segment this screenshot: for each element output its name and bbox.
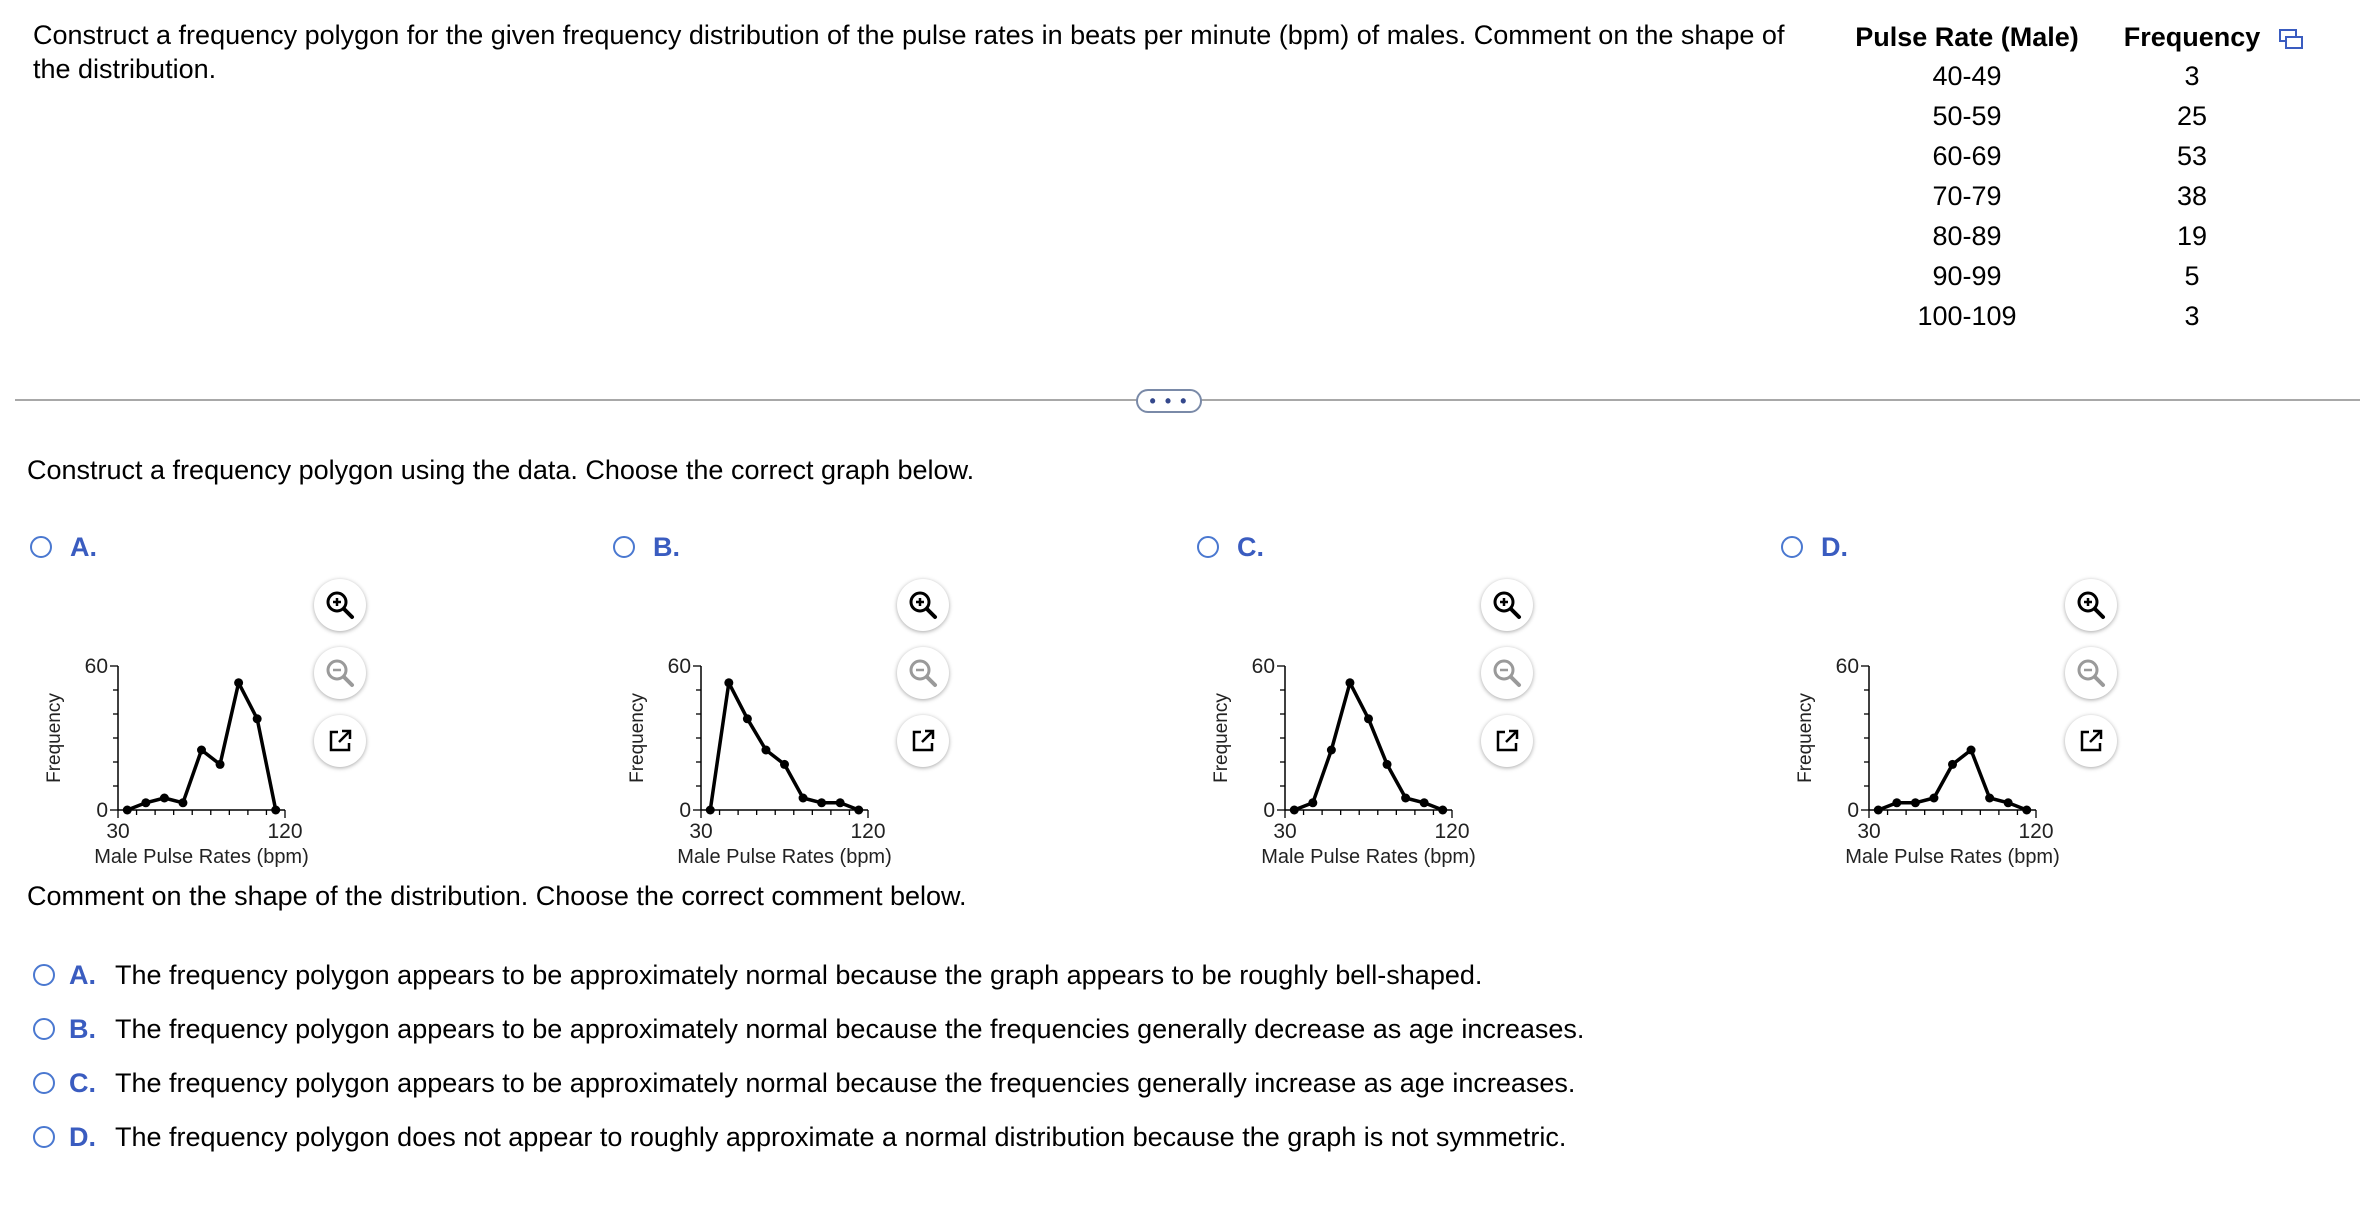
x-tick-label: 30	[1857, 820, 1881, 843]
data-point	[253, 714, 262, 723]
data-point	[1948, 760, 1957, 769]
external-link-icon	[2076, 726, 2106, 756]
zoom-in-button[interactable]	[1481, 579, 1533, 631]
data-point	[160, 794, 169, 803]
zoom-in-button[interactable]	[2065, 579, 2117, 631]
zoom-in-icon	[1490, 588, 1524, 622]
data-point	[1290, 806, 1299, 815]
cell-range: 40-49	[1932, 60, 2002, 91]
comment-letter-c: C.	[69, 1067, 96, 1098]
cell-frequency: 53	[2176, 140, 2208, 171]
table-row	[1830, 176, 2280, 216]
zoom-out-icon	[323, 656, 357, 690]
option-letter-c: C.	[1237, 532, 1264, 562]
y-tick-label: 0	[679, 799, 691, 822]
data-point	[780, 760, 789, 769]
col-header-frequency: Frequency	[2123, 21, 2261, 52]
radio-option-a[interactable]	[30, 536, 52, 558]
cell-frequency: 38	[2176, 180, 2208, 211]
data-point	[271, 806, 280, 815]
table-row	[1830, 256, 2280, 296]
zoom-out-button[interactable]	[314, 647, 366, 699]
data-point	[1892, 798, 1901, 807]
x-axis-label: Male Pulse Rates (bpm)	[1261, 846, 1476, 868]
data-point	[1308, 798, 1317, 807]
radio-comment-b[interactable]	[33, 1018, 55, 1040]
zoom-in-button[interactable]	[897, 579, 949, 631]
radio-comment-c[interactable]	[33, 1072, 55, 1094]
comment-letter-d: D.	[69, 1121, 96, 1152]
data-point	[1364, 714, 1373, 723]
comment-option-b[interactable]	[33, 1009, 1584, 1049]
frequency-polygon-chart-c	[1197, 586, 1497, 886]
radio-comment-d[interactable]	[33, 1126, 55, 1148]
x-axis-label: Male Pulse Rates (bpm)	[94, 846, 309, 868]
graph-option-d[interactable]	[1781, 532, 2360, 896]
zoom-out-icon	[1490, 656, 1524, 690]
y-axis-label: Frequency	[627, 693, 648, 783]
data-point	[1911, 798, 1920, 807]
comment-letter-a: A.	[69, 959, 96, 990]
zoom-out-button[interactable]	[897, 647, 949, 699]
comment-letter-b: B.	[69, 1013, 96, 1044]
graph-option-c[interactable]	[1197, 532, 1777, 896]
polygon-line	[710, 683, 858, 810]
table-row	[1830, 56, 2280, 96]
comment-option-d[interactable]	[33, 1117, 1584, 1157]
data-point	[817, 798, 826, 807]
option-letter-d: D.	[1821, 532, 1848, 562]
x-tick-label: 120	[2018, 820, 2054, 843]
data-point	[197, 746, 206, 755]
data-point	[799, 794, 808, 803]
data-point	[724, 678, 733, 687]
y-tick-label: 0	[1847, 799, 1859, 822]
zoom-in-icon	[906, 588, 940, 622]
comment-options	[33, 955, 1584, 1157]
zoom-in-button[interactable]	[314, 579, 366, 631]
y-tick-label: 60	[667, 655, 691, 678]
open-new-window-button[interactable]	[314, 715, 366, 767]
data-point	[743, 714, 752, 723]
data-point	[1874, 806, 1883, 815]
data-point	[761, 746, 770, 755]
frequency-polygon-chart-d	[1781, 586, 2081, 886]
open-new-window-button[interactable]	[1481, 715, 1533, 767]
table-row	[1830, 136, 2280, 176]
frequency-table	[1830, 18, 2280, 336]
open-new-window-button[interactable]	[2065, 715, 2117, 767]
y-axis-label: Frequency	[1795, 693, 1816, 783]
zoom-in-icon	[323, 588, 357, 622]
open-new-window-button[interactable]	[897, 715, 949, 767]
x-tick-label: 120	[267, 820, 303, 843]
cell-frequency: 25	[2176, 100, 2208, 131]
data-point	[1401, 794, 1410, 803]
cell-range: 70-79	[1932, 180, 2002, 211]
comment-text-b: The frequency polygon appears to be approximately normal because the frequencies generally decrease as age increases.	[115, 1013, 1585, 1044]
col-header-pulse-rate: Pulse Rate (Male)	[1855, 21, 2079, 52]
data-point	[1420, 798, 1429, 807]
x-tick-label: 120	[850, 820, 886, 843]
data-point	[1985, 794, 1994, 803]
cell-frequency: 3	[2184, 300, 2200, 331]
frequency-polygon-chart-b	[613, 586, 913, 886]
expand-more-button[interactable]: • • •	[1136, 389, 1202, 413]
data-point	[216, 760, 225, 769]
zoom-out-icon	[2074, 656, 2108, 690]
cell-range: 80-89	[1932, 220, 2002, 251]
comment-option-c[interactable]	[33, 1063, 1584, 1103]
frequency-polygon-chart-a	[30, 586, 330, 886]
comment-text-a: The frequency polygon appears to be approximately normal because the graph appears to be roughly bell-shaped.	[115, 959, 1483, 990]
external-link-icon	[1492, 726, 1522, 756]
radio-option-d[interactable]	[1781, 536, 1803, 558]
y-axis-label: Frequency	[44, 693, 65, 783]
table-header	[1830, 18, 2280, 56]
data-point	[2004, 798, 2013, 807]
table-row	[1830, 96, 2280, 136]
data-point	[123, 806, 132, 815]
graph-option-a[interactable]	[30, 532, 610, 896]
x-axis-label: Male Pulse Rates (bpm)	[677, 846, 892, 868]
zoom-out-button[interactable]	[2065, 647, 2117, 699]
y-tick-label: 60	[1835, 655, 1859, 678]
data-point	[1438, 806, 1447, 815]
x-axis-label: Male Pulse Rates (bpm)	[1845, 846, 2060, 868]
data-point	[1327, 746, 1336, 755]
x-tick-label: 120	[1434, 820, 1470, 843]
option-letter-b: B.	[653, 532, 680, 562]
cell-frequency: 3	[2184, 60, 2200, 91]
y-tick-label: 60	[84, 655, 108, 678]
polygon-line	[1294, 683, 1442, 810]
data-point	[178, 798, 187, 807]
external-link-icon	[908, 726, 938, 756]
data-point	[1345, 678, 1354, 687]
y-axis-label: Frequency	[1211, 693, 1232, 783]
data-point	[1967, 746, 1976, 755]
table-row	[1830, 296, 2280, 336]
data-point	[1383, 760, 1392, 769]
x-tick-label: 30	[1273, 820, 1297, 843]
cell-frequency: 19	[2176, 220, 2208, 251]
radio-option-c[interactable]	[1197, 536, 1219, 558]
cell-range: 90-99	[1932, 260, 2002, 291]
y-tick-label: 0	[96, 799, 108, 822]
part1-prompt: Construct a frequency polygon using the data. Choose the correct graph below.	[27, 455, 975, 485]
data-point	[854, 806, 863, 815]
zoom-out-icon	[906, 656, 940, 690]
comment-text-c: The frequency polygon appears to be approximately normal because the frequencies generally increase as age increases.	[115, 1067, 1576, 1098]
x-tick-label: 30	[689, 820, 713, 843]
y-tick-label: 60	[1251, 655, 1275, 678]
data-point	[234, 678, 243, 687]
question-text: Construct a frequency polygon for the given frequency distribution of the pulse rates in beats per minute (bpm) of males. Comment on the shape of the distribution.	[33, 20, 1785, 84]
cell-range: 100-109	[1917, 300, 2017, 331]
data-point	[1929, 794, 1938, 803]
part2-prompt: Comment on the shape of the distribution. Choose the correct comment below.	[27, 881, 967, 911]
option-letter-a: A.	[70, 532, 97, 562]
x-tick-label: 30	[106, 820, 130, 843]
copy-table-icon[interactable]	[2278, 27, 2304, 51]
comment-option-a[interactable]	[33, 955, 1584, 995]
external-link-icon	[325, 726, 355, 756]
radio-option-b[interactable]	[613, 536, 635, 558]
comment-text-d: The frequency polygon does not appear to roughly approximate a normal distribution because the graph is not symmetric.	[115, 1121, 1567, 1152]
y-tick-label: 0	[1263, 799, 1275, 822]
radio-comment-a[interactable]	[33, 964, 55, 986]
data-point	[141, 798, 150, 807]
table-row	[1830, 216, 2280, 256]
cell-range: 60-69	[1932, 140, 2002, 171]
graph-option-b[interactable]	[613, 532, 1193, 896]
data-point	[836, 798, 845, 807]
cell-frequency: 5	[2184, 260, 2200, 291]
cell-range: 50-59	[1932, 100, 2002, 131]
zoom-in-icon	[2074, 588, 2108, 622]
data-point	[2022, 806, 2031, 815]
zoom-out-button[interactable]	[1481, 647, 1533, 699]
data-point	[706, 806, 715, 815]
